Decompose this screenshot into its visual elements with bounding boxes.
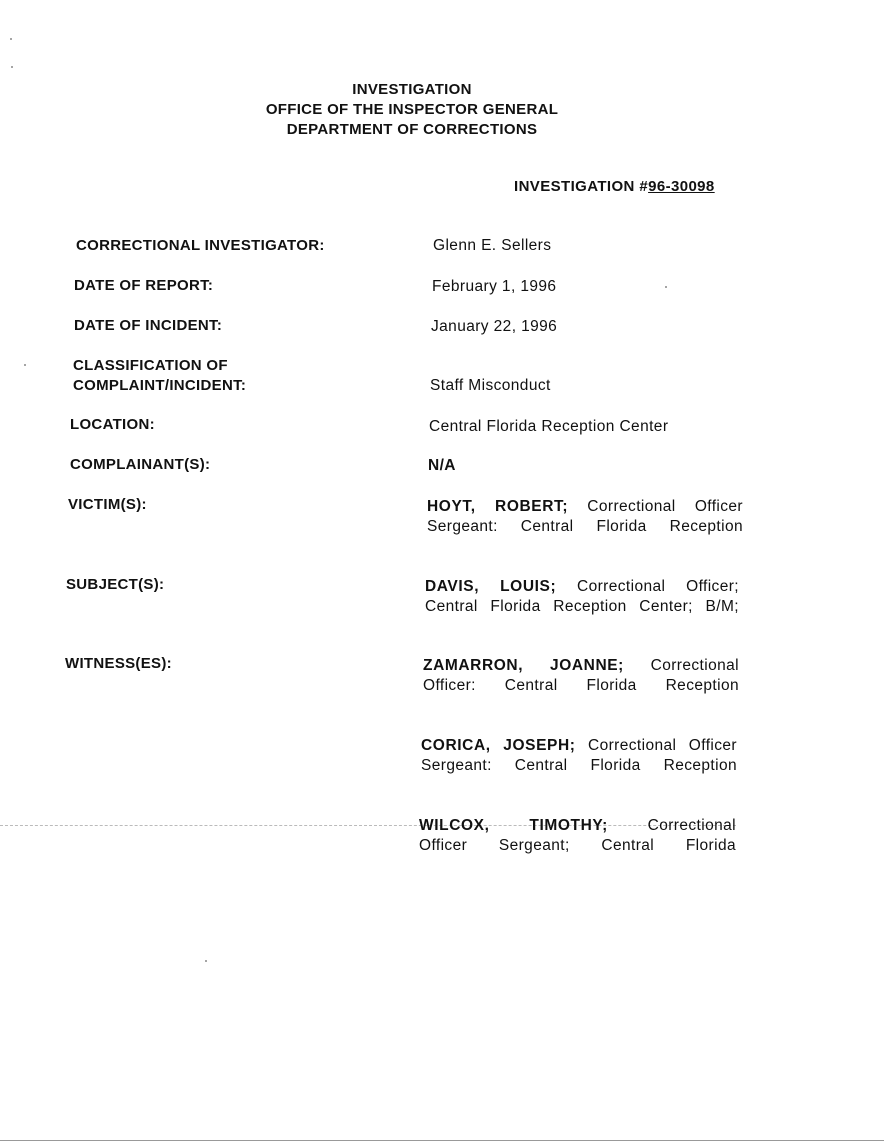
witness-1-name: ZAMARRON, JOANNE; (423, 657, 624, 674)
victim-entry (427, 497, 743, 537)
witness-3-title: Correctional (607, 817, 736, 834)
victim-affiliation: Sergeant: Central Florida Reception (427, 518, 743, 535)
investigation-number-value: 96-30098 (648, 178, 715, 195)
investigator-value: Glenn E. Sellers (433, 237, 552, 254)
scan-speck (10, 38, 12, 40)
incident-date-label: DATE OF INCIDENT: (74, 317, 223, 334)
witness-1-affiliation: Officer: Central Florida Reception (423, 677, 739, 694)
investigator-label: CORRECTIONAL INVESTIGATOR: (76, 237, 325, 254)
subject-affiliation: Central Florida Reception Center; B/M; (425, 598, 739, 615)
investigation-number (514, 178, 715, 195)
subject-title: Correctional Officer; (556, 578, 739, 595)
victim-label: VICTIM(S): (68, 496, 147, 513)
subject-label: SUBJECT(S): (66, 576, 165, 593)
scan-speck (205, 960, 207, 962)
scan-speck (665, 286, 667, 288)
subject-name: DAVIS, LOUIS; (425, 578, 557, 595)
witness-entry-2 (421, 736, 737, 776)
location-value: Central Florida Reception Center (429, 418, 669, 435)
witness-3-name: WILCOX, TIMOTHY; (419, 817, 608, 834)
report-date-label: DATE OF REPORT: (74, 277, 214, 294)
witness-1-title: Correctional (623, 657, 739, 674)
incident-date-value: January 22, 1996 (431, 318, 558, 335)
report-date-value: February 1, 1996 (432, 278, 557, 295)
complainant-value: N/A (428, 457, 456, 474)
scan-speck (24, 364, 26, 366)
classification-label-line2: COMPLAINT/INCIDENT: (73, 377, 247, 394)
classification-label (73, 356, 246, 396)
victim-name: HOYT, ROBERT; (427, 498, 569, 515)
witness-entry-1 (423, 656, 739, 696)
location-label: LOCATION: (70, 416, 155, 433)
complainant-label: COMPLAINANT(S): (70, 456, 211, 473)
investigation-number-prefix: INVESTIGATION # (514, 178, 649, 195)
header-office: OFFICE OF THE INSPECTOR GENERAL (265, 101, 559, 118)
classification-value: Staff Misconduct (430, 377, 551, 394)
subject-entry (425, 577, 739, 617)
witness-label: WITNESS(ES): (65, 655, 172, 672)
header-department: DEPARTMENT OF CORRECTIONS (286, 121, 538, 138)
witness-2-affiliation: Sergeant: Central Florida Reception (421, 757, 737, 774)
witness-2-title: Correctional Officer (575, 737, 737, 754)
page-bottom-edge (0, 1140, 884, 1141)
witness-entry-3 (419, 816, 736, 856)
witness-2-name: CORICA, JOSEPH; (421, 737, 576, 754)
document-header (0, 80, 824, 140)
classification-label-line1: CLASSIFICATION OF (73, 357, 228, 374)
victim-title: Correctional Officer (568, 498, 743, 515)
scan-speck (11, 66, 13, 68)
header-title: INVESTIGATION (352, 81, 472, 98)
witness-3-affiliation: Officer Sergeant; Central Florida (419, 837, 736, 854)
